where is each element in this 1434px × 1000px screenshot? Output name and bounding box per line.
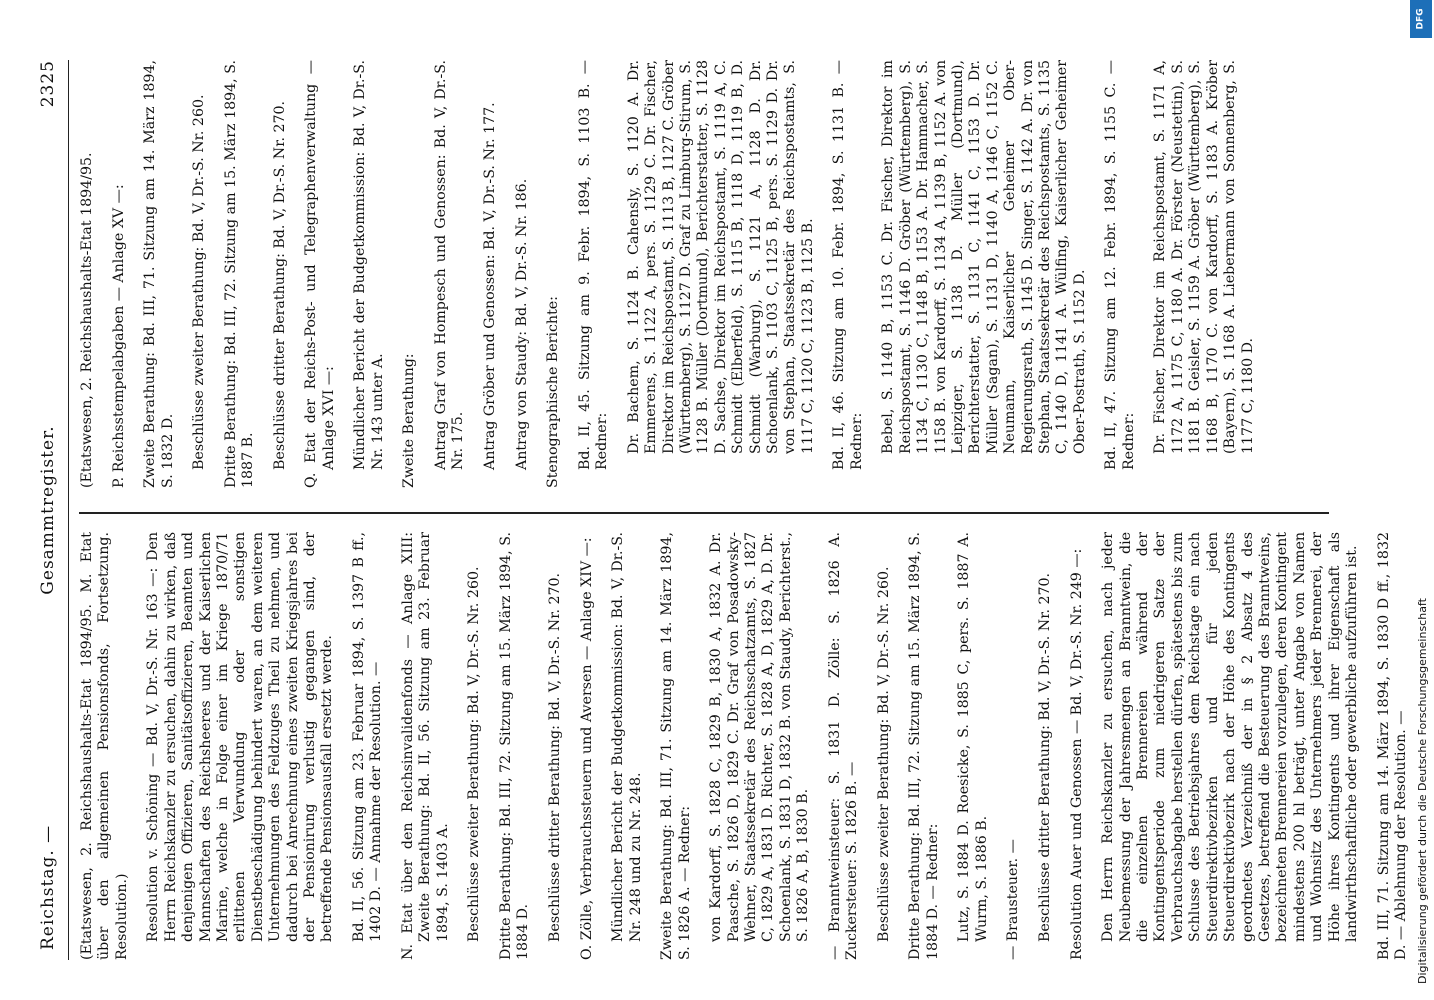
register-entry: Mündlicher Bericht der Budgetkommission: Bd. V, Dr.-S. Nr. 248 und zu Nr. 248.	[610, 532, 644, 942]
register-entry: Beschlüsse dritter Berathung: Bd. V, Dr.-S. Nr. 270.	[1037, 572, 1054, 942]
header-center: Gesammtregister.	[38, 425, 58, 595]
register-entry: (Etatswesen, 2. Reichshaushalts-Etat 1894/95. M. Etat über den allgemeinen Pensionsfonds, Fortsetzung. Resolution.)	[79, 532, 130, 960]
page-header	[30, 60, 64, 960]
register-entry: Beschlüsse dritter Berathung: Bd. V, Dr.-S. Nr. 270.	[271, 100, 288, 470]
register-entry: Resolution v. Schöning — Bd. V, Dr.-S. Nr. 163 —: Den Herrn Reichskanzler zu ersuchen, dahin zu wirken, daß denjenigen Offizieren, Sanitätsoffizieren, Beamten und Mannschaften des Reichsheeres und der Kaiserlichen Marine, welche in Folge einer im Kriege 1870/71 erlittenen Verwundung oder sonstigen Dienstbeschädigung behindert waren, an dem weiteren Unternehmungen des Feldzuges Theil zu nehmen, und dadurch bei Anrechnung eines zweiten Kriegsjahres bei der Pensionirung verlustig gegangen sind, der betreffende Pensionsausfall ersetzt werde.	[145, 532, 336, 942]
register-entry: Dr. Bachem, S. 1124 B. Cahensly, S. 1120 A. Dr. Emmerens, S. 1122 A, pers. S. 1129 C. Dr. Fischer, Direktor im Reichspostamt, S. 1113 B, 1127 C. Gröber (Württemberg), S. 1127 D. Graf zu Limburg-Stirum, S. 1128 B. Müller (Dortmund), Berichterstatter, S. 1128 D. Sachse, Direktor im Reichspostamt, S. 1119 A, C. Schmidt (Elberfeld), S. 1115 B, 1118 D, 1119 B, D. Schmidt (Warburg), S. 1121 A, 1128 D. Dr. Schoenlank, S. 1103 C, 1125 B, pers. S. 1129 D. Dr. von Stephan, Staatssekretär des Reichspostamts, S. 1117 C, 1120 C, 1123 B, 1125 B.	[625, 60, 816, 454]
right-column	[79, 60, 1329, 488]
register-entry: Q. Etat der Reichs-Post- und Telegraphenverwaltung — Anlage XVI —:	[303, 60, 337, 488]
digitization-banner	[1410, 0, 1432, 1000]
left-column	[79, 512, 1409, 960]
register-entry: Bd. III, 71. Sitzung am 14. März 1894, S. 1830 D ff., 1832 D. — Ablehnung der Resolution. —	[1375, 532, 1409, 960]
register-entry: Beschlüsse zweiter Berathung: Bd. V, Dr.-S. Nr. 260.	[466, 566, 483, 942]
register-entry: P. Reichsstempelabgaben — Anlage XV —:	[110, 184, 127, 488]
register-entry: Stenographische Berichte:	[545, 296, 562, 488]
register-entry: Bd. II, 47. Sitzung am 12. Febr. 1894, S. 1155 C. — Redner:	[1103, 60, 1137, 470]
register-entry: Bebel, S. 1140 B, 1153 C. Dr. Fischer, Direktor im Reichspostamt, S. 1146 D. Gröber (Württemberg), S. 1134 C, 1130 C, 1148 B, 1153 A. Dr. Hammacher, S. 1158 B. von Kardorff, S. 1134 A, 1139 B, 1152 A. von Leipziger, S. 1138 D. Müller (Dortmund), Berichterstatter, S. 1131 C, 1141 C, 1153 D. Dr. Müller (Sagan), S. 1131 D, 1140 A, 1146 C, 1152 C. Neumann, Kaiserlicher Geheimer Ober-Regierungsrath, S. 1145 D. Singer, S. 1142 A. Dr. von Stephan, Staatssekretär des Reichspostamts, S. 1135 C, 1140 D, 1141 A. Wülfing, Kaiserlicher Geheimer Ober-Postrath, S. 1152 D.	[880, 60, 1088, 454]
header-left: Reichstag. —	[38, 824, 58, 950]
register-entry: Dritte Berathung: Bd. III, 72. Sitzung am 15. März 1894, S. 1884 D. — Redner:	[907, 532, 941, 960]
register-entry: Den Herrn Reichskanzler zu ersuchen, nach jeder Neubemessung der Jahresmengen an Branntwein, die die einzelnen Brennereien während der Kontingentsperiode zum niedrigeren Satze der Verbrauchsabgabe herstellen dürfen, spätestens bis zum Schlusse des Betriebsjahres dem Reichstage ein nach Steuerdirektivbezirken und für jeden Steuerdirektivbezirk nach der Höhe des Kontingents geordnetes Verzeichniß der in § 2 Absatz 4 des Gesetzes, betreffend die Besteuerung des Branntweins, bezeichneten Brennereien vorzulegen, deren Kontingent mindestens 200 hl beträgt, unter Angabe von Namen und Wohnsitz des Unternehmers jeder Brennerei, der Höhe ihres Kontingents und ihrer Eigenschaft als landwirthschaftliche oder gewerbliche aufzuführen ist.	[1100, 532, 1360, 942]
register-entry: Antrag Graf von Hompesch und Genossen: Bd. V, Dr.-S. Nr. 175.	[432, 60, 467, 470]
register-entry: N. Etat über den Reichsinvalidenfonds — Anlage XIII: Zweite Berathung: Bd. II, 56. Sitzung am 23. Februar 1894, S. 1403 A.	[400, 532, 451, 960]
digitization-note: Digitalisierung gefördert durch die Deutsche Forschungsgemeinschaft	[1416, 598, 1429, 984]
register-entry: Dritte Berathung: Bd. III, 72. Sitzung am 15. März 1894, S. 1884 D.	[498, 532, 532, 960]
page-number: 2325	[38, 60, 58, 108]
register-entry: Resolution Auer und Genossen — Bd. V, Dr.-S. Nr. 249 —:	[1068, 548, 1085, 960]
register-entry: Beschlüsse zweiter Berathung: Bd. V, Dr.-S. Nr. 260.	[875, 566, 892, 942]
dfg-logo	[1410, 0, 1432, 38]
register-entry: Antrag von Staudy: Bd. V, Dr.-S. Nr. 186.	[513, 178, 530, 470]
register-entry: Bd. II, 45. Sitzung am 9. Febr. 1894, S. 1103 B. — Redner:	[576, 60, 611, 470]
register-entry: Zweite Berathung: Bd. III, 71. Sitzung am 14. März 1894, S. 1832 D.	[142, 60, 176, 488]
register-entry: Mündlicher Bericht der Budgetkommission: Bd. V, Dr.-S. Nr. 143 unter A.	[352, 60, 386, 470]
register-entry: Dritte Berathung: Bd. III, 72. Sitzung am 15. März 1894, S. 1887 B.	[222, 60, 257, 488]
register-entry: Dr. Fischer, Direktor im Reichspostamt, S. 1171 A, 1172 A, 1175 C, 1180 A. Dr. Förster (Neustettin), S. 1181 B. Geisler, S. 1159 A. Gröber (Württemberg), S. 1168 B, 1170 C. von Kardorff, S. 1183 A. Kröber (Bayern), S. 1168 A. Liebermann von Sonnenberg, S. 1177 C, 1180 D.	[1152, 60, 1256, 454]
register-entry: Antrag Gröber und Genossen: Bd. V, Dr.-S. Nr. 177.	[481, 102, 498, 470]
register-entry: Beschlüsse zweiter Berathung: Bd. V, Dr.-S. Nr. 260.	[191, 94, 208, 470]
two-columns	[79, 60, 1409, 960]
register-entry: Lutz, S. 1884 D. Roesicke, S. 1885 C, pers. S. 1887 A. Wurm, S. 1886 B.	[956, 532, 990, 942]
register-entry: Zweite Berathung:	[401, 353, 418, 488]
register-entry: von Kardorff, S. 1828 C, 1829 B, 1830 A, 1832 A. Dr. Paasche, S. 1826 D, 1829 C. Dr. Graf von Posadowsky-Wehner, Staatssekretär des Reichsschatzamts, S. 1827 C, 1829 A, 1831 D. Richter, S. 1828 A, D, 1829 A, D. Dr. Schoenlank, S. 1831 D, 1832 B. von Staudy, Berichterst., S. 1826 A, B, 1830 B.	[708, 532, 812, 942]
register-entry: Beschlüsse dritter Berathung: Bd. V, Dr.-S. Nr. 270.	[547, 572, 564, 942]
register-entry: — Brausteuer. —	[1005, 839, 1022, 960]
register-entry: (Etatswesen, 2. Reichshaushalts-Etat 1894/95.	[79, 152, 95, 488]
register-entry: Bd. II, 46. Sitzung am 10. Febr. 1894, S. 1131 B. — Redner:	[831, 60, 865, 470]
register-entry: O. Zölle, Verbrauchssteuern und Aversen — Anlage XIV —:	[578, 537, 595, 960]
register-entry: Zweite Berathung: Bd. III, 71. Sitzung am 14. März 1894, S. 1826 A. — Redner:	[659, 532, 693, 960]
register-entry: Bd. II, 56. Sitzung am 23. Februar 1894, S. 1397 B ff., 1402 D. — Annahme der Resolution. —	[351, 532, 385, 942]
register-entry: — Branntweinsteuer: S. 1831 D. Zölle: S. 1826 A. Zuckersteuer: S. 1826 B. —	[826, 532, 861, 960]
header-rule	[68, 60, 69, 960]
dfg-logo-text: DFG	[1415, 8, 1426, 30]
